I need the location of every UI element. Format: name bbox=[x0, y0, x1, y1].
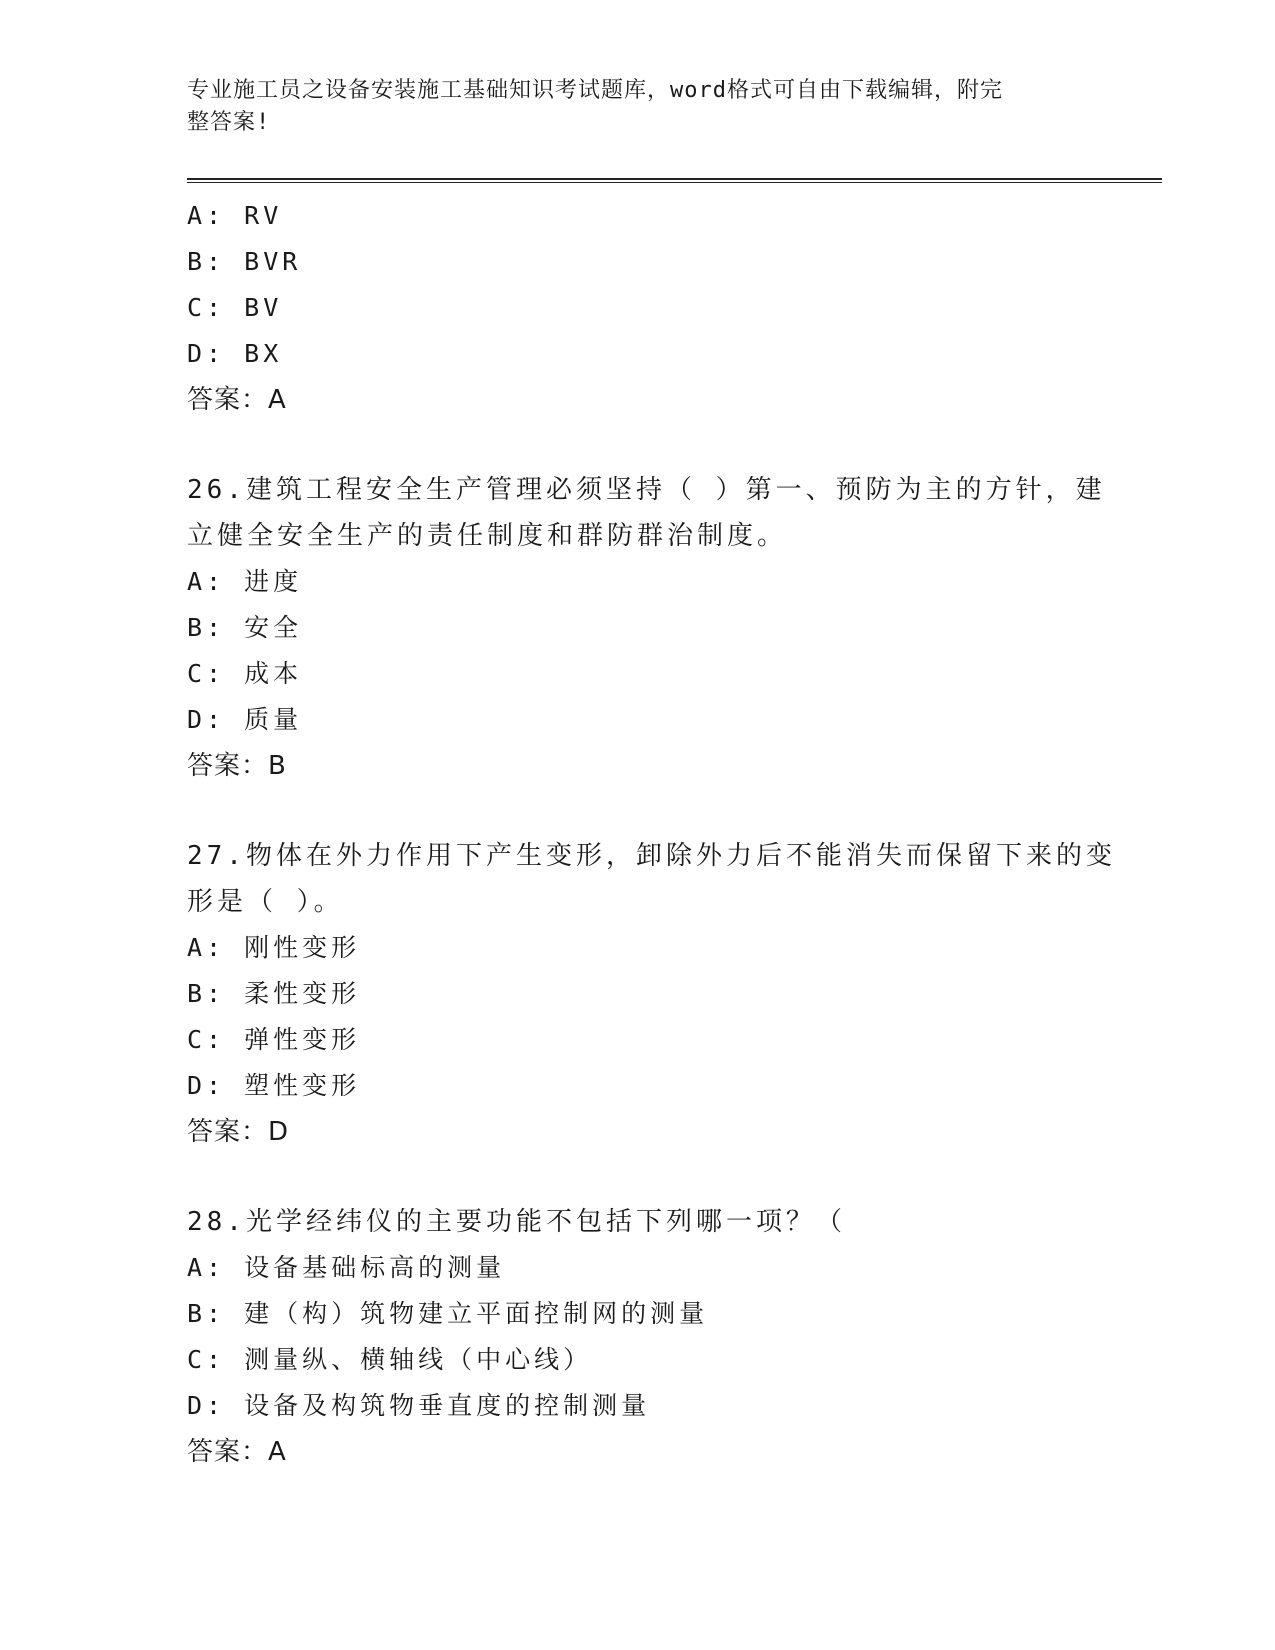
answer-line: 答案：A bbox=[187, 1437, 287, 1467]
option-b: B: BVR bbox=[187, 247, 302, 276]
option-d: D: 设备及构筑物垂直度的控制测量 bbox=[187, 1391, 651, 1420]
option-b: B: 柔性变形 bbox=[187, 979, 361, 1008]
question-28 bbox=[187, 1199, 1087, 1475]
option-b: B: 安全 bbox=[187, 613, 303, 642]
option-a: A: RV bbox=[187, 201, 283, 230]
header-line-1: 专业施工员之设备安装施工基础知识考试题库，word格式可自由下载编辑，附完 bbox=[187, 78, 1003, 103]
question-27 bbox=[187, 833, 1116, 1155]
answer-line: 答案：D bbox=[187, 1117, 290, 1147]
option-d: D: 塑性变形 bbox=[187, 1071, 361, 1100]
question-text-line: 27.物体在外力作用下产生变形，卸除外力后不能消失而保留下来的变 bbox=[187, 841, 1116, 871]
question-text-line: 26.建筑工程安全生产管理必须坚持（ ）第一、预防为主的方针，建 bbox=[187, 475, 1106, 505]
question-list bbox=[187, 193, 1116, 1475]
question-text-line: 形是（ ）。 bbox=[187, 887, 344, 917]
option-c: C: BV bbox=[187, 293, 283, 322]
option-a: A: 进度 bbox=[187, 567, 303, 596]
document-header bbox=[187, 75, 1067, 139]
header-line-2: 整答案! bbox=[187, 110, 271, 135]
header-divider bbox=[187, 178, 1162, 183]
answer-line: 答案：A bbox=[187, 385, 287, 415]
option-d: D: 质量 bbox=[187, 705, 303, 734]
option-c: C: 弹性变形 bbox=[187, 1025, 361, 1054]
option-a: A: 刚性变形 bbox=[187, 933, 361, 962]
option-a: A: 设备基础标高的测量 bbox=[187, 1253, 506, 1282]
option-b: B: 建（构）筑物建立平面控制网的测量 bbox=[187, 1299, 709, 1328]
question-25-continuation bbox=[187, 193, 1087, 423]
question-text-line: 28.光学经纬仪的主要功能不包括下列哪一项？（ bbox=[187, 1207, 846, 1237]
option-d: D: BX bbox=[187, 339, 283, 368]
question-text-line: 立健全安全生产的责任制度和群防群治制度。 bbox=[187, 521, 788, 551]
answer-line: 答案：B bbox=[187, 751, 287, 781]
option-c: C: 测量纵、横轴线（中心线） bbox=[187, 1345, 593, 1374]
question-26 bbox=[187, 467, 1106, 789]
option-c: C: 成本 bbox=[187, 659, 303, 688]
